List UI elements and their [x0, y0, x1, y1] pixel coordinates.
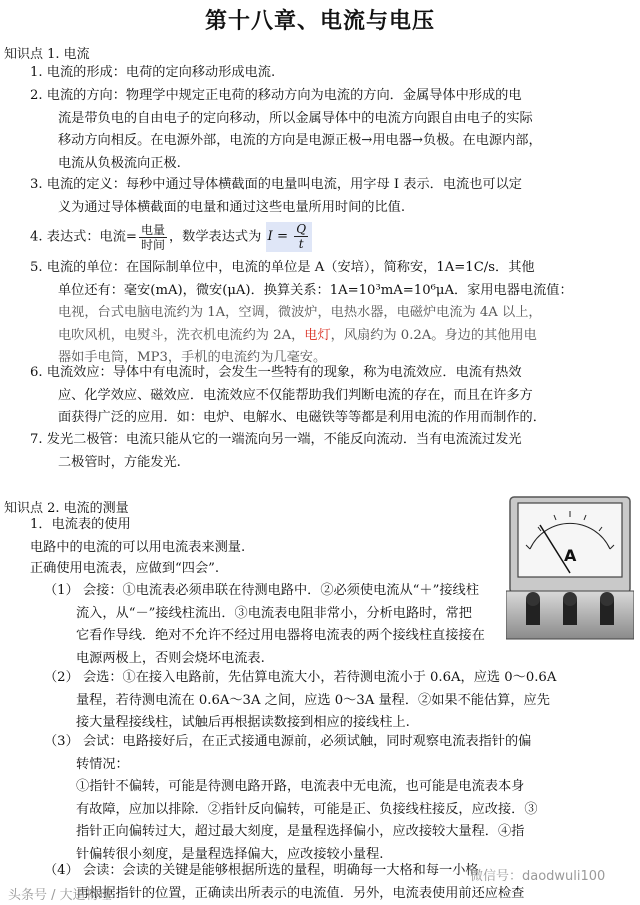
word-fraction: $\frac{\text{电量}}{\text{时间}}$ [140, 222, 165, 252]
list-item-3: 3. 电流的定义：每秒中通过导体横截面的电量叫电流，用字母 I 表示．电流也可以定 义为通过导体横截面的电量和通过这些电量所用时间的比值. [30, 177, 522, 215]
paragraph-read: （4） 会读：会读的关键是能够根据所选的量程，明确每一大格和每一小格 再根据指针的位置，正确读出所表示的电流值．另外，电流表使用前还应检查 [44, 863, 525, 901]
list-item-1: 1. 电流的形成：电荷的定向移动形成电流. [30, 65, 276, 80]
list-item-4-expression: 4. 表达式：电流= $\frac{\text{电量}}{\text{时间}}$ ，数学表达式为 I = $\frac{Q}{t}$ [30, 222, 312, 253]
intro-line-2: 正确使用电流表，应做到“四会”. [30, 561, 220, 576]
current-formula: I = $\frac{Q}{t}$ [266, 222, 313, 252]
paragraph-select: （2） 会选：①在接入电路前，先估算电流大小，若待测电流小于 0.6A，应选 0～0.6A 量程，若待测电流在 0.6A～3A 之间，应选 0～3A 量程．②如果不能估算，应先 接大量程接线柱，试触后再根据读数接到相应的接线柱上. [44, 670, 557, 730]
ammeter-image [506, 495, 634, 641]
section-heading-measurement: 知识点 2. 电流的测量 [4, 501, 129, 516]
paragraph-connect: （1） 会接：①电流表必须串联在待测电路中．②必须使电流从“＋”接线柱 流入，从“－”接线柱流出．③电流表电阻非常小，分析电路时，常把 它看作导线．绝对不允许不经过用电器将电流表的两个接线柱直接接在 电源两极上，否则会烧坏电流表. [44, 583, 485, 666]
page-title: 第十八章、电流与电压 [204, 9, 435, 34]
paragraph-trial: （3） 会试：电路接好后，在正式接通电源前，必须试触，同时观察电流表指针的偏 转情况： ①指针不偏转，可能是待测电路开路，电流表中无电流，也可能是电流表本身 有故障，应加以排除．②指针反向偏转，可能是正、负接线柱接反，应改接．③ 指针正向偏转过大，超过最大刻度，是量程选择偏小，应改接较大量程．④指 针偏转很小刻度，是量程选择偏大，应改接较小量程. [44, 734, 538, 862]
section-heading-current: 知识点 1. 电流 [4, 47, 90, 62]
list-item-7: 7. 发光二极管：电流只能从它的一端流向另一端，不能反向流动．当有电流流过发光 二极管时，方能发光. [30, 432, 522, 470]
list-item-6: 6. 电流效应：导体中有电流时，会发生一些特有的现象，称为电流效应．电流有热效 应、化学效应、磁效应．电流效应不仅能帮助我们判断电流的存在，而且在许多方 面获得广泛的应用．如：电炉、电解水、电磁铁等等都是利用电流的作用而制作的． [30, 365, 546, 425]
subheading-ammeter-use: 1．电流表的使用 [30, 517, 131, 532]
list-item-5: 5. 电流的单位：在国际制单位中，电流的单位是 A（安培），简称安，1A=1C/s．其他 单位还有：毫安(mA)，微安(μA)．换算关系：1A=10³mA=10⁶μA．家用电器电流值： 电视，台式电脑电流约为 1A，空调，微波炉，电热水器，电磁炉电流为 4A 以上， 电吹风机，电熨斗，洗衣机电流约为 2A，电灯，风扇约为 0.2A。身边的其他用电 器如手电筒，MP3，手机的电流约为几毫安。 [30, 260, 573, 365]
watermark-right: 微信号：daodwuli100 [470, 869, 606, 884]
highlight-lamp: 电灯 [304, 327, 331, 343]
intro-line-1: 电路中的电流的可以用电流表来测量. [30, 540, 246, 555]
list-item-2: 2. 电流的方向：物理学中规定正电荷的移动方向为电流的方向．金属导体中形成的电 流是带负电的自由电子的定向移动，所以金属导体中的电流方向跟自由电子的实际 移动方向相反。在电源外部，电流的方向是电源正极→用电器→负极。在电源内部， 电流从负极流向正极. [30, 88, 542, 171]
ammeter-unit-label: A [564, 546, 577, 565]
watermark-left: 头条号 / 大道物理 [8, 888, 112, 903]
